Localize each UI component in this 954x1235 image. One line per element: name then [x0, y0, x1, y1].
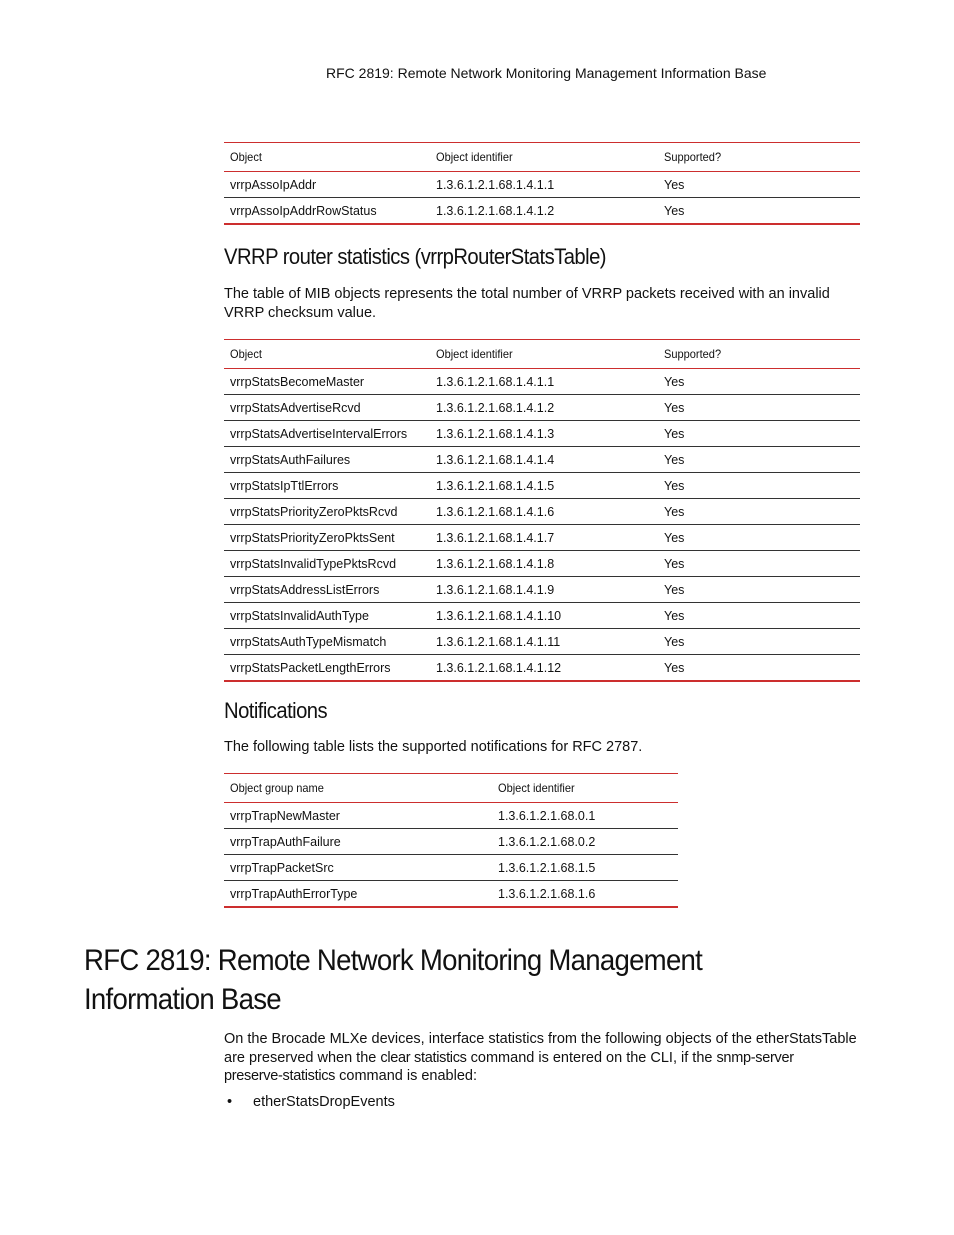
section-paragraph-vrrp-stats: The table of MIB objects represents the total number of VRRP packets received with an invalid VRRP checksum value. — [224, 286, 830, 321]
table-row — [224, 369, 860, 395]
oid-cell: 1.3.6.1.2.1.68.1.4.1.12 — [430, 655, 658, 682]
oid-cell: 1.3.6.1.2.1.68.1.4.1.1 — [430, 172, 658, 198]
oid-cell: 1.3.6.1.2.1.68.1.5 — [492, 855, 678, 881]
object-cell: vrrpStatsInvalidAuthType — [224, 603, 430, 629]
table-row — [224, 577, 860, 603]
command-snmp-server: snmp-server — [716, 1049, 794, 1066]
oid-cell: 1.3.6.1.2.1.68.1.4.1.1 — [430, 369, 658, 395]
object-group-cell: vrrpTrapAuthErrorType — [224, 881, 492, 908]
chapter-heading-rfc2819: RFC 2819: Remote Network Monitoring Management Information Base — [84, 944, 703, 1016]
oid-cell: 1.3.6.1.2.1.68.1.4.1.5 — [430, 473, 658, 499]
column-header: Supported? — [658, 340, 860, 369]
supported-cell: Yes — [658, 421, 860, 447]
object-cell: vrrpStatsAddressListErrors — [224, 577, 430, 603]
table-row — [224, 473, 860, 499]
oid-cell: 1.3.6.1.2.1.68.1.4.1.9 — [430, 577, 658, 603]
vrrp-router-stats-table — [224, 339, 860, 682]
object-cell: vrrpAssoIpAddrRowStatus — [224, 198, 430, 225]
oid-cell: 1.3.6.1.2.1.68.1.4.1.3 — [430, 421, 658, 447]
object-cell: vrrpStatsBecomeMaster — [224, 369, 430, 395]
oid-cell: 1.3.6.1.2.1.68.1.4.1.4 — [430, 447, 658, 473]
object-cell: vrrpStatsInvalidTypePktsRcvd — [224, 551, 430, 577]
object-cell: vrrpStatsAdvertiseIntervalErrors — [224, 421, 430, 447]
supported-cell: Yes — [658, 603, 860, 629]
running-head: RFC 2819: Remote Network Monitoring Management Information Base — [326, 65, 767, 81]
supported-cell: Yes — [658, 499, 860, 525]
oid-cell: 1.3.6.1.2.1.68.0.2 — [492, 829, 678, 855]
object-cell: vrrpStatsIpTtlErrors — [224, 473, 430, 499]
object-cell: vrrpStatsPacketLengthErrors — [224, 655, 430, 682]
section-heading-vrrp-stats: VRRP router statistics (vrrpRouterStatsTable) — [224, 244, 606, 269]
supported-cell: Yes — [658, 395, 860, 421]
table-row — [224, 395, 860, 421]
supported-cell: Yes — [658, 525, 860, 551]
supported-cell: Yes — [658, 172, 860, 198]
supported-cell: Yes — [658, 473, 860, 499]
supported-cell: Yes — [658, 369, 860, 395]
supported-cell: Yes — [658, 198, 860, 225]
column-header: Object — [224, 340, 430, 369]
rfc2819-paragraph: On the Brocade MLXe devices, interface statistics from the following objects of the etherStatsTable are preserved when the clear statistics command is entered on the CLI, if the snmp-server preserve-statistics command is enabled: — [224, 1031, 857, 1084]
supported-cell: Yes — [658, 629, 860, 655]
object-group-cell: vrrpTrapAuthFailure — [224, 829, 492, 855]
table-header-row — [224, 340, 860, 369]
table-row — [224, 198, 860, 225]
oid-cell: 1.3.6.1.2.1.68.1.4.1.11 — [430, 629, 658, 655]
object-group-cell: vrrpTrapNewMaster — [224, 803, 492, 829]
object-cell: vrrpStatsPriorityZeroPktsRcvd — [224, 499, 430, 525]
table-row — [224, 551, 860, 577]
oid-cell: 1.3.6.1.2.1.68.1.6 — [492, 881, 678, 908]
oid-cell: 1.3.6.1.2.1.68.1.4.1.2 — [430, 198, 658, 225]
oid-cell: 1.3.6.1.2.1.68.0.1 — [492, 803, 678, 829]
column-header: Object identifier — [430, 143, 658, 172]
bullet-icon: • — [227, 1094, 233, 1110]
column-header: Object — [224, 143, 430, 172]
table-row — [224, 421, 860, 447]
object-group-cell: vrrpTrapPacketSrc — [224, 855, 492, 881]
section-paragraph-notifications: The following table lists the supported notifications for RFC 2787. — [224, 739, 643, 755]
column-header: Object group name — [224, 774, 492, 803]
table-row — [224, 172, 860, 198]
oid-cell: 1.3.6.1.2.1.68.1.4.1.6 — [430, 499, 658, 525]
section-heading-notifications: Notifications — [224, 698, 328, 723]
table-row — [224, 655, 860, 682]
table-header-row — [224, 143, 860, 172]
supported-cell: Yes — [658, 577, 860, 603]
oid-cell: 1.3.6.1.2.1.68.1.4.1.7 — [430, 525, 658, 551]
table-row — [224, 499, 860, 525]
table-row — [224, 803, 678, 829]
object-cell: vrrpAssoIpAddr — [224, 172, 430, 198]
table-row — [224, 525, 860, 551]
oid-cell: 1.3.6.1.2.1.68.1.4.1.2 — [430, 395, 658, 421]
table-row — [224, 855, 678, 881]
table-row — [224, 829, 678, 855]
oid-cell: 1.3.6.1.2.1.68.1.4.1.10 — [430, 603, 658, 629]
table-row — [224, 629, 860, 655]
command-preserve-statistics: preserve-statistics — [224, 1068, 336, 1084]
column-header: Object identifier — [492, 774, 678, 803]
ether-stats-list — [224, 1094, 395, 1110]
supported-cell: Yes — [658, 655, 860, 682]
column-header: Supported? — [658, 143, 860, 172]
table-row — [224, 603, 860, 629]
table-header-row — [224, 774, 678, 803]
column-header: Object identifier — [430, 340, 658, 369]
object-cell: vrrpStatsAdvertiseRcvd — [224, 395, 430, 421]
command-clear-statistics: clear statistics — [380, 1049, 467, 1066]
list-item: • etherStatsDropEvents — [227, 1094, 395, 1110]
vrrp-asso-table — [224, 142, 860, 225]
object-cell: vrrpStatsAuthTypeMismatch — [224, 629, 430, 655]
notifications-table — [224, 773, 678, 908]
object-cell: vrrpStatsPriorityZeroPktsSent — [224, 525, 430, 551]
object-cell: vrrpStatsAuthFailures — [224, 447, 430, 473]
supported-cell: Yes — [658, 447, 860, 473]
table-row — [224, 881, 678, 908]
table-row — [224, 447, 860, 473]
oid-cell: 1.3.6.1.2.1.68.1.4.1.8 — [430, 551, 658, 577]
supported-cell: Yes — [658, 551, 860, 577]
